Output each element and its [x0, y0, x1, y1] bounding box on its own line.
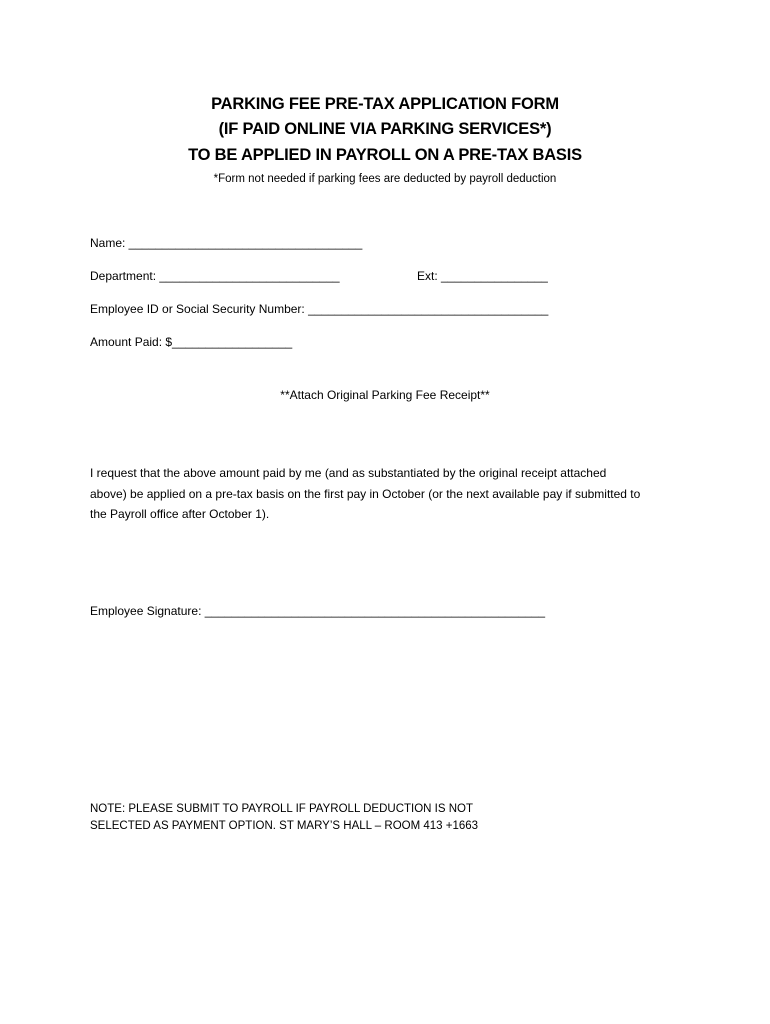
form-title-line-2: (IF PAID ONLINE VIA PARKING SERVICES*): [218, 120, 552, 138]
employee-signature-field[interactable]: Employee Signature: ___________________________________________________: [90, 604, 546, 618]
note-line-2: SELECTED AS PAYMENT OPTION. ST MARY’S HALL – ROOM 413 +1663: [90, 820, 479, 832]
name-field[interactable]: Name: ___________________________________: [90, 236, 363, 250]
employee-id-field[interactable]: Employee ID or Social Security Number: ____________________________________: [90, 302, 549, 316]
request-paragraph: [90, 463, 690, 525]
form-subtitle: *Form not needed if parking fees are deducted by payroll deduction: [213, 173, 557, 185]
note-line-1: NOTE: PLEASE SUBMIT TO PAYROLL IF PAYROLL DEDUCTION IS NOT: [90, 803, 473, 815]
request-line-2: above) be applied on a pre-tax basis on the first pay in October (or the next available pay if submitted to: [90, 486, 641, 501]
ext-field[interactable]: Ext: ________________: [417, 269, 548, 283]
request-line-3: the Payroll office after October 1).: [90, 507, 270, 521]
amount-paid-field[interactable]: Amount Paid: $__________________: [90, 335, 293, 349]
form-title-line-1: PARKING FEE PRE-TAX APPLICATION FORM: [211, 95, 559, 113]
attach-receipt-note: **Attach Original Parking Fee Receipt**: [280, 388, 490, 402]
form-title-line-3: TO BE APPLIED IN PAYROLL ON A PRE-TAX BASIS: [188, 146, 582, 164]
department-field[interactable]: Department: ___________________________: [90, 269, 340, 283]
request-line-1: I request that the above amount paid by me (and as substantiated by the original receipt attached: [90, 466, 607, 480]
submission-note: [90, 801, 478, 835]
